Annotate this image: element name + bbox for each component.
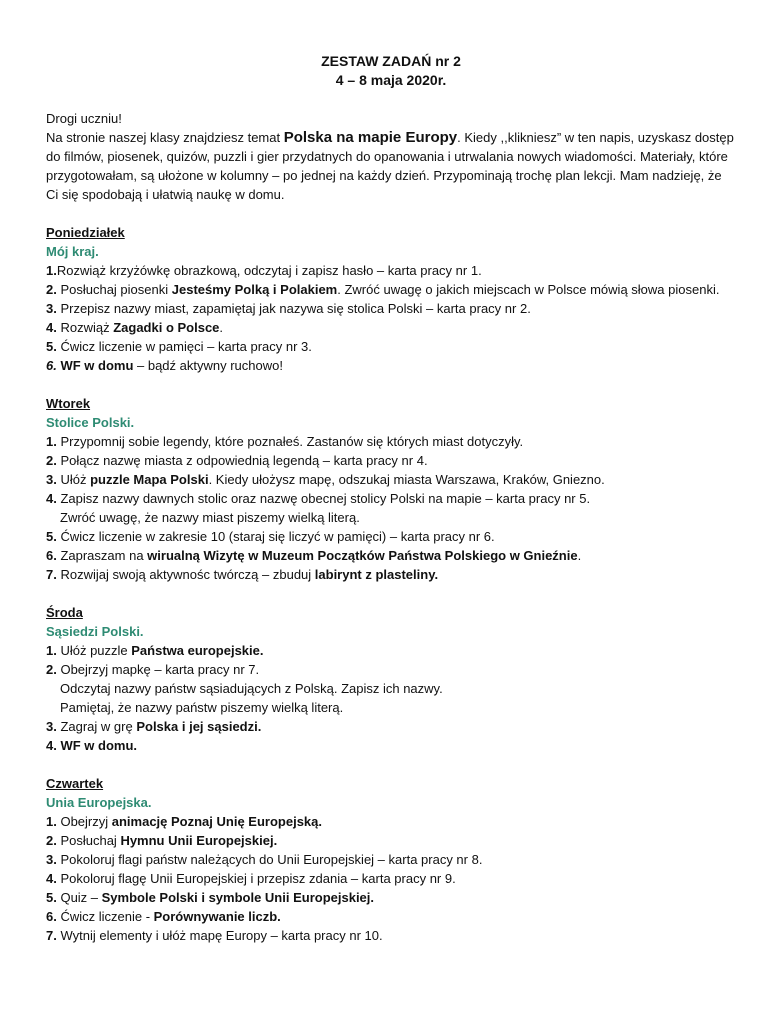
day-heading-thursday: Czwartek [46, 776, 104, 791]
task-note: Odczytaj nazwy państw sąsiadujących z Polską. Zapisz ich nazwy. [60, 681, 443, 696]
section-thursday [46, 774, 736, 945]
section-tuesday [46, 394, 736, 584]
task-item: 1. Ułóż puzzle Państwa europejskie. [46, 643, 264, 658]
resource-link[interactable]: Symbole Polski i symbole Unii Europejskiej. [101, 890, 375, 905]
task-note: Zwróć uwagę, że nazwy miast piszemy wielką literą. [60, 510, 360, 525]
task-item: 4. Rozwiąż Zagadki o Polsce. [46, 320, 224, 335]
resource-link[interactable]: Zagadki o Polsce [113, 320, 220, 335]
task-item: 2. Posłuchaj piosenki Jesteśmy Polką i Polakiem. Zwróć uwagę o jakich miejscach w Polsce mówią słowa piosenki. [46, 282, 720, 297]
task-note: Pamiętaj, że nazwy państw piszemy wielką literą. [60, 700, 344, 715]
resource-link[interactable]: Jesteśmy Polką i Polakiem [171, 282, 338, 297]
task-item: 2. Posłuchaj Hymnu Unii Europejskiej. [46, 833, 278, 848]
title-line-1: ZESTAW ZADAŃ nr 2 [321, 53, 461, 69]
section-wednesday [46, 603, 736, 755]
intro-text-rest: . Kiedy ,,klikniesz” w ten napis, uzyskasz dostęp do filmów, piosenek, quizów, puzzli i gier przydatnych do opanowania i utrwalania nowych wiadomości. Materiały, które przygotowałam, są ułożone w kolumny – po jednej na każdy dzień. Przypominają trochę plan lekcji. Mam nadzieję, że Ci się spodobają i ułatwią naukę w domu. [46, 130, 734, 202]
resource-link[interactable]: WF w domu. [56, 738, 137, 753]
intro-text-start: Na stronie naszej klasy znajdziesz temat [46, 130, 284, 145]
task-item: 1.Rozwiąż krzyżówkę obrazkową, odczytaj i zapisz hasło – karta pracy nr 1. [46, 263, 482, 278]
task-item: 6. Ćwicz liczenie - Porównywanie liczb. [46, 909, 281, 924]
topic-link-polska-na-mapie-europy[interactable]: Polska na mapie Europy [283, 129, 458, 146]
task-item: 3. Pokoloruj flagi państw należących do Unii Europejskiej – karta pracy nr 8. [46, 852, 483, 867]
task-item: 7. Wytnij elementy i ułóż mapę Europy – karta pracy nr 10. [46, 928, 383, 943]
topic-heading-wednesday: Sąsiedzi Polski. [46, 624, 144, 639]
task-item: 4. Pokoloruj flagę Unii Europejskiej i przepisz zdania – karta pracy nr 9. [46, 871, 456, 886]
task-item: 2. Połącz nazwę miasta z odpowiednią legendą – karta pracy nr 4. [46, 453, 428, 468]
task-item: 2. Obejrzyj mapkę – karta pracy nr 7. [46, 662, 260, 677]
task-item: 4. Zapisz nazwy dawnych stolic oraz nazwę obecnej stolicy Polski na mapie – karta pracy nr 5. [46, 491, 591, 506]
title-line-2: 4 – 8 maja 2020r. [335, 72, 447, 88]
resource-link[interactable]: wirualną Wizytę w Muzeum Początków Państwa Polskiego w Gnieźnie [147, 548, 578, 563]
task-item: 5. Quiz – Symbole Polski i symbole Unii Europejskiej. [46, 890, 375, 905]
task-item: 3. Ułóż puzzle Mapa Polski. Kiedy ułożysz mapę, odszukaj miasta Warszawa, Kraków, Gniezno. [46, 472, 605, 487]
resource-link[interactable]: Państwa europejskie. [131, 643, 264, 658]
greeting: Drogi uczniu! [46, 111, 122, 126]
topic-heading-monday: Mój kraj. [46, 244, 99, 259]
intro-text [46, 128, 736, 204]
task-item: 5. Ćwicz liczenie w pamięci – karta pracy nr 3. [46, 339, 312, 354]
task-item: 6. Zapraszam na wirualną Wizytę w Muzeum Początków Państwa Polskiego w Gnieźnie. [46, 548, 582, 563]
task-item: 6. WF w domu – bądź aktywny ruchowo! [46, 358, 283, 373]
day-heading-wednesday: Środa [46, 605, 83, 620]
resource-link[interactable]: labirynt z plasteliny. [314, 567, 439, 582]
task-item: 3. Przepisz nazwy miast, zapamiętaj jak nazywa się stolica Polski – karta pracy nr 2. [46, 301, 531, 316]
day-heading-monday: Poniedziałek [46, 225, 125, 240]
task-item: 1. Przypomnij sobie legendy, które poznałeś. Zastanów się których miast dotyczyły. [46, 434, 524, 449]
resource-link[interactable]: animację Poznaj Unię Europejską. [111, 814, 322, 829]
document-page [46, 52, 736, 945]
resource-link[interactable]: WF w domu [56, 358, 134, 373]
document-title [46, 52, 736, 90]
resource-link[interactable]: Polska i jej sąsiedzi. [136, 719, 262, 734]
resource-link[interactable]: Hymnu Unii Europejskiej. [120, 833, 278, 848]
section-monday [46, 223, 736, 375]
resource-link[interactable]: Porównywanie liczb. [153, 909, 281, 924]
task-item: 3. Zagraj w grę Polska i jej sąsiedzi. [46, 719, 262, 734]
topic-heading-tuesday: Stolice Polski. [46, 415, 135, 430]
resource-link[interactable]: puzzle Mapa Polski [90, 472, 209, 487]
task-item: 1. Obejrzyj animację Poznaj Unię Europejską. [46, 814, 322, 829]
task-item: 7. Rozwijaj swoją aktywnośc twórczą – zbuduj labirynt z plasteliny. [46, 567, 439, 582]
task-item: 5. Ćwicz liczenie w zakresie 10 (staraj się liczyć w pamięci) – karta pracy nr 6. [46, 529, 495, 544]
day-heading-tuesday: Wtorek [46, 396, 91, 411]
topic-heading-thursday: Unia Europejska. [46, 795, 152, 810]
task-item: 4. WF w domu. [46, 738, 137, 753]
intro-paragraph [46, 109, 736, 204]
